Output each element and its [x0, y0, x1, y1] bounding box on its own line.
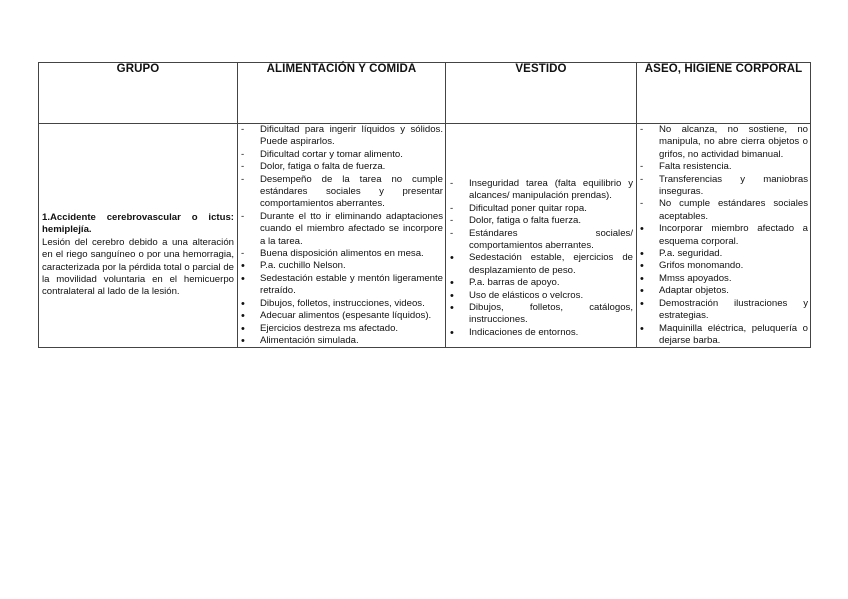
list-item [449, 252, 633, 277]
list-item-text: P.a. seguridad. [659, 248, 723, 260]
list-item-text: Dificultad cortar y tomar alimento. [260, 148, 403, 160]
list-item-text: Estándares sociales/ comportamientos aberrantes. [469, 227, 633, 252]
list-item [639, 323, 808, 348]
list-item-text: P.a. cuchillo Nelson. [260, 260, 346, 272]
bullet-icon [640, 223, 654, 236]
list-item [240, 174, 443, 211]
list-item [240, 323, 443, 335]
list-item-text: Dolor, fatiga o falta de fuerza. [260, 161, 386, 173]
list-item-text: Dolor, fatiga o falta fuerza. [469, 215, 581, 227]
list-item-text: No alcanza, no sostiene, no manipula, no abre cierra objetos o grifos, no actividad bimanual. [659, 124, 808, 160]
list-item [449, 203, 633, 215]
list-item-text: Dibujos, folletos, instrucciones, videos. [260, 297, 425, 309]
bullet-icon [450, 252, 464, 265]
bullet-icon [640, 285, 654, 298]
list-item [639, 174, 808, 199]
list-item-text: Incorporar miembro afectado a esquema corporal. [659, 223, 808, 247]
list-item [639, 285, 808, 297]
list-item-text: Adecuar alimentos (espesante líquidos). [260, 310, 432, 322]
list-item-text: Indicaciones de entornos. [469, 326, 579, 338]
list-item [240, 161, 443, 173]
list-item-text: Dificultad para ingerir líquidos y sólidos. Puede aspirarlos. [260, 124, 443, 148]
list-item [639, 298, 808, 323]
list-item [639, 273, 808, 285]
header-grupo: GRUPO [39, 63, 238, 124]
list-item [240, 310, 443, 322]
list-item-text: Inseguridad tarea (falta equilibrio y alcances/ manipulación prendas). [469, 178, 633, 202]
alimentacion-list [240, 124, 443, 347]
list-item [449, 302, 633, 327]
list-item-text: Grifos monomando. [659, 260, 744, 272]
bullet-icon [640, 260, 654, 273]
header-row [39, 63, 811, 124]
list-item-text: Transferencias y maniobras inseguras. [659, 173, 808, 198]
grupo-description: Lesión del cerebro debido a una alteración en el riego sanguíneo o por una hemorragia, caracterizada por la pérdida total o parcial de la movilidad voluntaria en el hemicuerpo contralateral al lado de la lesión. [42, 236, 234, 298]
bullet-icon [241, 260, 255, 273]
list-item [240, 298, 443, 310]
list-item [449, 215, 633, 227]
bullet-icon [241, 323, 255, 336]
list-item [639, 198, 808, 223]
vestido-list [449, 178, 633, 339]
dash-icon [640, 174, 654, 186]
list-item-text: Falta resistencia. [659, 161, 732, 173]
list-item [240, 124, 443, 149]
list-item [449, 228, 633, 253]
list-item-text: Uso de elásticos o velcros. [469, 289, 584, 301]
bullet-icon [640, 298, 654, 311]
list-item-text: Sedestación estable, ejercicios de desplazamiento de peso. [469, 252, 633, 276]
alimentacion-cell [238, 124, 446, 348]
list-item-text: P.a. barras de apoyo. [469, 277, 560, 289]
dash-icon [241, 161, 255, 173]
dash-icon [241, 248, 255, 260]
list-item [449, 178, 633, 203]
list-item [449, 277, 633, 289]
dash-icon [241, 174, 255, 186]
list-item-text: Dificultad poner quitar ropa. [469, 202, 587, 214]
dash-icon [640, 161, 654, 173]
bullet-icon [241, 335, 255, 348]
list-item-text: Mmss apoyados. [659, 272, 732, 284]
bullet-icon [450, 302, 464, 315]
list-item-text: Dibujos, folletos, catálogos, instrucciones. [469, 302, 633, 326]
header-aseo: ASEO, HIGIENE CORPORAL [637, 63, 811, 124]
ot-table [38, 62, 811, 348]
list-item [639, 124, 808, 161]
list-item [240, 211, 443, 248]
bullet-icon [450, 277, 464, 290]
bullet-icon [450, 327, 464, 340]
bullet-icon [241, 310, 255, 323]
dash-icon [640, 198, 654, 210]
dash-icon [450, 215, 464, 227]
dash-icon [450, 178, 464, 190]
list-item [240, 335, 443, 347]
grupo-title: 1.Accidente cerebrovascular o ictus: hemiplejía. [42, 212, 234, 236]
content-row [39, 124, 811, 348]
list-item-text: Durante el tto ir eliminando adaptaciones cuando el miembro afectado se incorpore a la tarea. [260, 210, 443, 247]
bullet-icon [241, 273, 255, 286]
list-item [240, 248, 443, 260]
bullet-icon [450, 290, 464, 303]
dash-icon [241, 124, 255, 136]
list-item-text: No cumple estándares sociales aceptables. [659, 198, 808, 222]
dash-icon [640, 124, 654, 136]
list-item-text: Sedestación estable y mentón ligeramente retraído. [260, 272, 443, 297]
list-item-text: Buena disposición alimentos en mesa. [260, 248, 424, 260]
aseo-cell [637, 124, 811, 348]
vestido-cell [446, 124, 637, 348]
bullet-icon [640, 248, 654, 261]
dash-icon [241, 149, 255, 161]
dash-icon [450, 203, 464, 215]
header-vestido: VESTIDO [446, 63, 637, 124]
list-item [240, 149, 443, 161]
list-item [240, 260, 443, 272]
dash-icon [450, 228, 464, 240]
list-item [639, 260, 808, 272]
list-item [449, 327, 633, 339]
header-alimentacion: ALIMENTACIÓN Y COMIDA [238, 63, 446, 124]
aseo-list [639, 124, 808, 347]
bullet-icon [640, 273, 654, 286]
dash-icon [241, 211, 255, 223]
list-item-text: Desempeño de la tarea no cumple estándares sociales y presentar comportamientos aberrantes. [260, 173, 443, 210]
list-item-text: Alimentación simulada. [260, 334, 359, 346]
list-item-text: Demostración ilustraciones y estrategias. [659, 297, 808, 322]
list-item [639, 223, 808, 248]
list-item [639, 161, 808, 173]
bullet-icon [640, 323, 654, 336]
list-item-text: Maquinilla eléctrica, peluquería o dejarse barba. [659, 322, 808, 346]
list-item-text: Adaptar objetos. [659, 285, 729, 297]
list-item [449, 290, 633, 302]
list-item [639, 248, 808, 260]
list-item [240, 273, 443, 298]
bullet-icon [241, 298, 255, 311]
list-item-text: Ejercicios destreza ms afectado. [260, 322, 399, 334]
grupo-cell [39, 124, 238, 348]
